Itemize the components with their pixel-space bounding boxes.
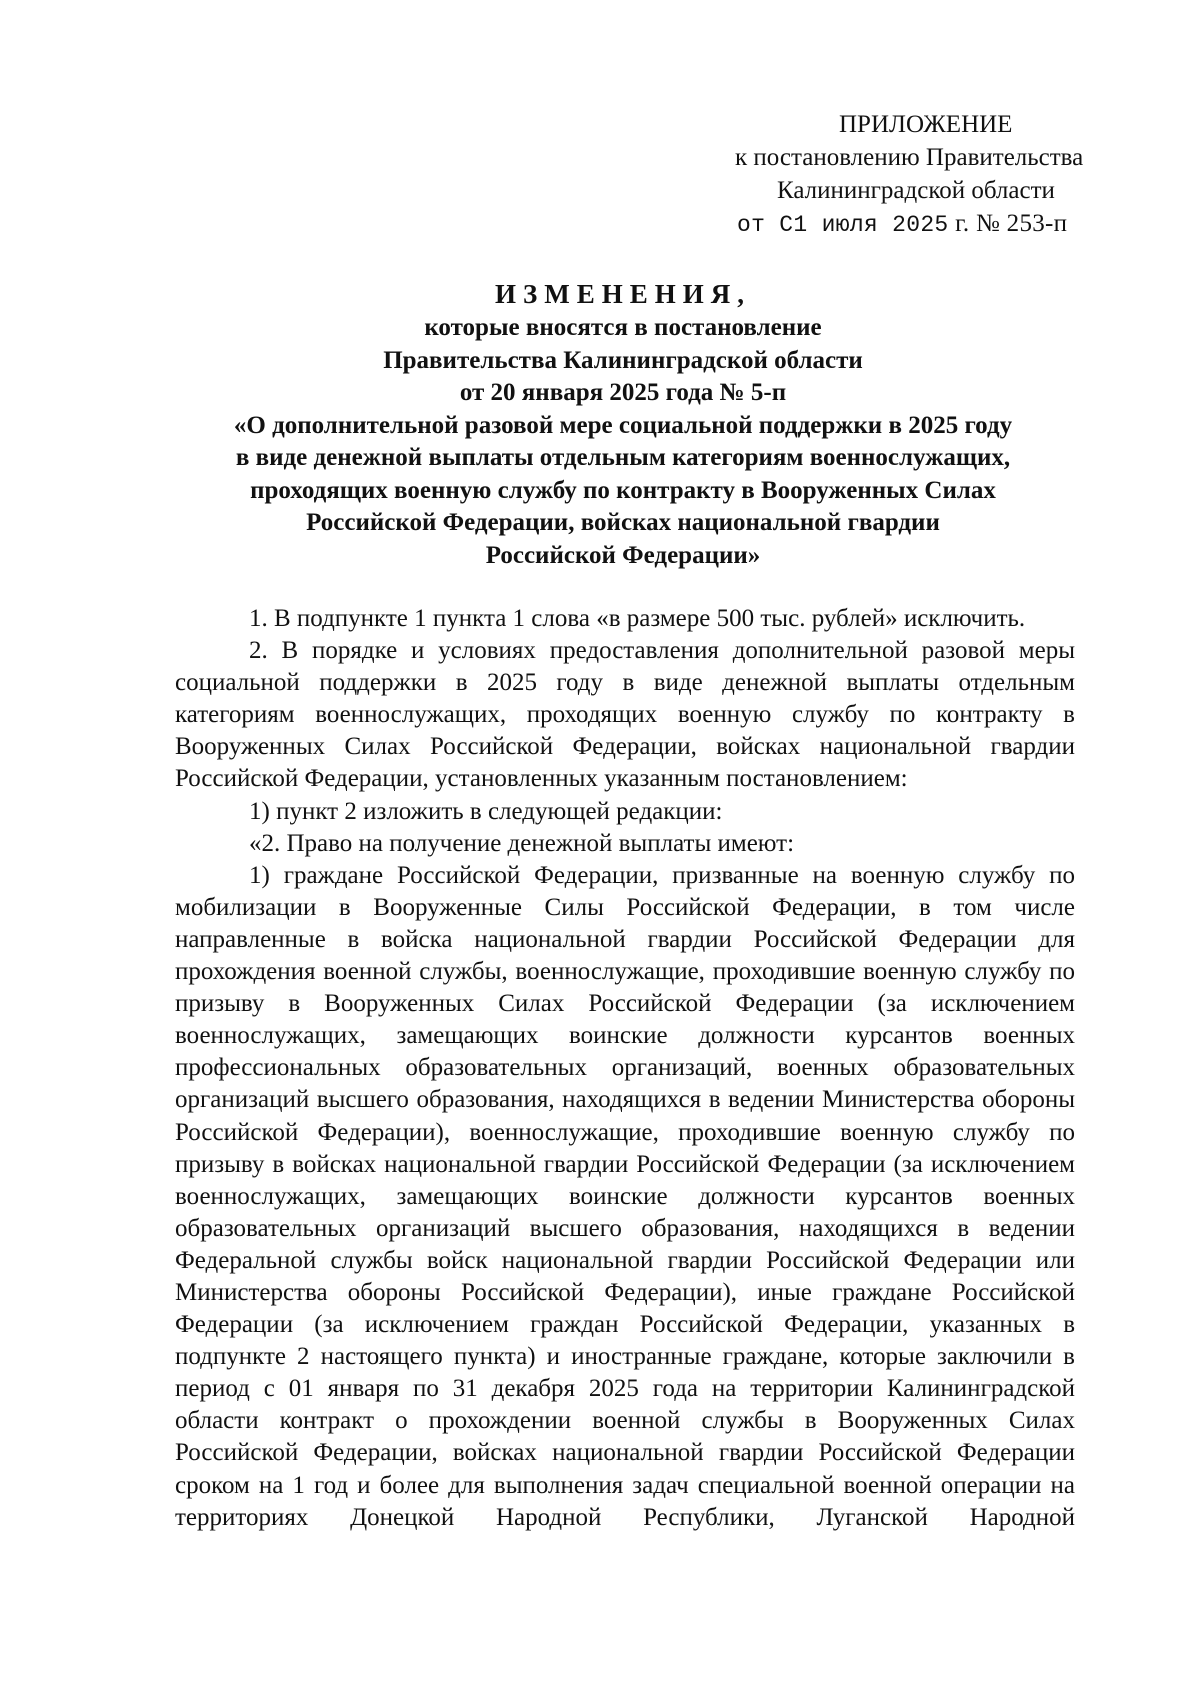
document-heading xyxy=(170,276,1076,572)
heading-title: ИЗМЕНЕНИЯ, xyxy=(494,279,751,309)
paragraph-4: «2. Право на получение денежной выплаты имеют: xyxy=(249,829,795,857)
appendix-title: ПРИЛОЖЕНИЕ xyxy=(839,111,1013,138)
appendix-year-suffix: г. xyxy=(948,210,976,237)
appendix-date: от С1 июля 2025 xyxy=(737,212,949,238)
heading-line-3: от 20 января 2025 года № 5-п xyxy=(459,379,787,406)
appendix-block xyxy=(735,108,1155,242)
document-body xyxy=(175,603,1075,1534)
appendix-number: № 253-п xyxy=(975,210,1068,237)
heading-line-2: Правительства Калининградской области xyxy=(383,346,863,374)
appendix-date-number xyxy=(735,207,1155,242)
heading-line-5: в виде денежной выплаты отдельным категориям военнослужащих, xyxy=(235,444,1011,471)
paragraph-2: 2. В порядке и условиях предоставления дополнительной разовой меры социальной поддержки в 2025 году в виде денежной выплаты отдельным категориям военнослужащих, проходящих военную службу по контракту в Вооруженных Силах Российской Федерации, войсках национальной гвардии Российской Федерации, установленных указанным постановлением: xyxy=(175,637,1075,793)
heading-line-8: Российской Федерации» xyxy=(485,541,761,569)
heading-line-4: «О дополнительной разовой мере социальной поддержки в 2025 году xyxy=(233,411,1013,439)
appendix-line-2: Калининградской области xyxy=(777,177,1055,204)
heading-line-6: проходящих военную службу по контракту в Вооруженных Силах xyxy=(250,476,996,504)
paragraph-3: 1) пункт 2 изложить в следующей редакции: xyxy=(249,797,723,825)
heading-line-7: Российской Федерации, войсках национальной гвардии xyxy=(306,509,940,536)
heading-line-1: которые вносятся в постановление xyxy=(424,314,822,341)
paragraph-1: 1. В подпункте 1 пункта 1 слова «в размере 500 тыс. рублей» исключить. xyxy=(249,605,1026,632)
appendix-line-1: к постановлению Правительства xyxy=(735,144,1084,171)
paragraph-5: 1) граждане Российской Федерации, призванные на военную службу по мобилизации в Вооруженные Силы Российской Федерации, в том числе направленные в войска национальной гвардии Российской Федерации для прохождения военной службы, военнослужащие, проходившие военную службу по призыву в Вооруженных Силах Российской Федерации (за исключением военнослужащих, замещающих воинские должности курсантов военных профессиональных образовательных организаций, военных образовательных организаций высшего образования, находящихся в ведении Министерства обороны Российской Федерации), военнослужащие, проходившие военную службу по призыву в войсках национальной гвардии Российской Федерации (за исключением военнослужащих, замещающих воинские должности курсантов военных образовательных организаций высшего образования, находящихся в ведении Федеральной службы войск национальной гвардии Российской Федерации или Министерства обороны Российской Федерации), иные граждане Российской Федерации (за исключением граждан Российской Федерации, указанных в подпункте 2 настоящего пункта) и иностранные граждане, которые заключили в период с 01 января по 31 декабря 2025 года на территории Калининградской области контракт о прохождении военной службы в Вооруженных Силах Российской Федерации, войсках национальной гвардии Российской Федерации сроком на 1 год и более для выполнения задач специальной военной операции на территориях Донецкой Народной Республики, Луганской Народной xyxy=(175,861,1075,1531)
